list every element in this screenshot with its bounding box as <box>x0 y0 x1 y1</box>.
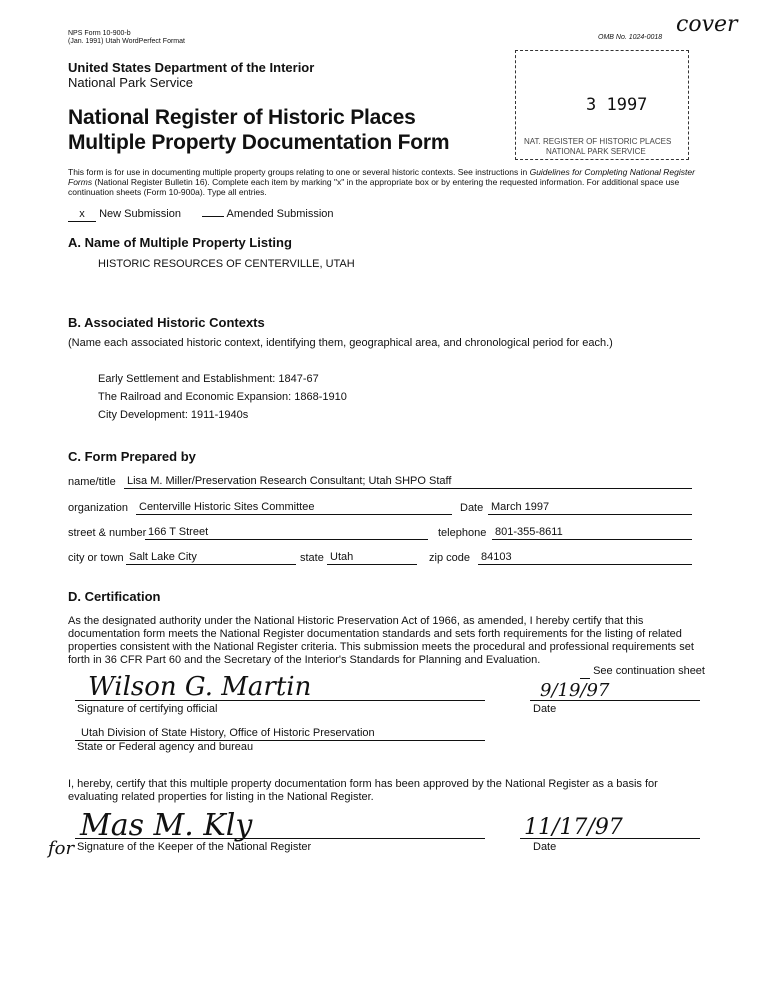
section-b-heading: B. Associated Historic Contexts <box>68 315 265 330</box>
certifying-signature: Wilson G. Martin <box>88 672 312 702</box>
street-field[interactable]: 166 T Street <box>145 525 428 540</box>
keeper-signature-line <box>75 838 485 839</box>
stamp-line1: NAT. REGISTER OF HISTORIC PLACES <box>524 137 672 146</box>
telephone-label: telephone <box>438 527 487 539</box>
context-item: City Development: 1911-1940s <box>98 409 249 421</box>
omb-number: OMB No. 1024-0018 <box>598 34 663 41</box>
date-label: Date <box>533 703 557 715</box>
new-submission-mark[interactable]: x <box>68 208 96 222</box>
department: United States Department of the Interior <box>68 60 315 75</box>
title-line2: Multiple Property Documentation Form <box>68 131 450 154</box>
city-field[interactable]: Salt Lake City <box>126 550 296 565</box>
stamp-date: 3 1997 <box>586 95 648 115</box>
keeper-date-label: Date <box>533 841 557 853</box>
amended-submission-mark[interactable] <box>202 216 224 217</box>
received-stamp <box>515 50 689 160</box>
street-label: street & number <box>68 527 147 539</box>
keeper-date: 11/17/97 <box>524 815 623 840</box>
name-title-field[interactable]: Lisa M. Miller/Preservation Research Consultant; Utah SHPO Staff <box>124 474 692 489</box>
state-field[interactable]: Utah <box>327 550 417 565</box>
context-item: Early Settlement and Establishment: 1847-67 <box>98 373 319 385</box>
organization-field[interactable]: Centerville Historic Sites Committee <box>136 500 452 515</box>
continuation-sheet: See continuation sheet <box>580 665 705 679</box>
section-d-heading: D. Certification <box>68 589 161 604</box>
section-b-instruction: (Name each associated historic context, identifying them, geographical area, and chronological period for each.) <box>68 337 613 349</box>
submission-row <box>68 208 334 222</box>
signature-line <box>75 700 485 701</box>
certification-text: As the designated authority under the National Historic Preservation Act of 1966, as amended, I hereby certify that this documentation form meets the National Register documentation standards and sets forth requirements for the listing of related properties consistent with the National Register criteria. This submission meets the procedural and professional requirements set forth in 36 CFR Part 60 and the Secretary of the Interior's Standards for Planning and Evaluation. <box>68 615 694 666</box>
prepared-date-label: Date <box>460 502 484 514</box>
keeper-signature: Mas M. Kly <box>80 808 253 843</box>
agency-label: State or Federal agency and bureau <box>77 741 254 753</box>
keeper-date-line <box>520 838 700 839</box>
keeper-label: Signature of the Keeper of the National Register <box>77 841 312 853</box>
stamp-line2: NATIONAL PARK SERVICE <box>546 147 646 156</box>
zip-label: zip code <box>429 552 470 564</box>
handwritten-note: cover <box>676 12 738 37</box>
form-number: NPS Form 10-900-b <box>68 30 131 37</box>
keeper-for: for <box>48 838 75 859</box>
national-register-text: I, hereby, certify that this multiple property documentation form has been approved by the National Register as a basis for evaluating related properties for listing in the National Register. <box>68 778 658 803</box>
date-line <box>530 700 700 701</box>
property-listing-name: HISTORIC RESOURCES OF CENTERVILLE, UTAH <box>98 258 355 270</box>
service: National Park Service <box>68 75 193 90</box>
amended-submission-label: Amended Submission <box>226 208 334 220</box>
state-label: state <box>300 552 324 564</box>
form-edition: (Jan. 1991) Utah WordPerfect Format <box>68 38 185 45</box>
new-submission-label: New Submission <box>99 208 181 220</box>
context-item: The Railroad and Economic Expansion: 1868-1910 <box>98 391 347 403</box>
section-a-heading: A. Name of Multiple Property Listing <box>68 235 292 250</box>
section-c-heading: C. Form Prepared by <box>68 449 196 464</box>
continuation-checkbox[interactable] <box>580 665 590 679</box>
organization-label: organization <box>68 502 128 514</box>
signature-label: Signature of certifying official <box>77 703 218 715</box>
certifying-date: 9/19/97 <box>540 680 610 701</box>
city-label: city or town <box>68 552 124 564</box>
agency-field[interactable]: Utah Division of State History, Office of Historic Preservation <box>75 726 485 741</box>
zip-field[interactable]: 84103 <box>478 550 692 565</box>
title-line1: National Register of Historic Places <box>68 106 416 129</box>
name-title-label: name/title <box>68 476 116 488</box>
prepared-date-field[interactable]: March 1997 <box>488 500 692 515</box>
instructions: This form is for use in documenting multiple property groups relating to one or several historic contexts. See instructions in Guidelines for Completing National Register Forms (National Register Bulletin 16). Complete each item by marking "x" in the appropriate box or by entering the requested information. For additional space use continuation sheets (Form 10-900a). Type all entries. <box>68 167 695 197</box>
telephone-field[interactable]: 801-355-8611 <box>492 525 692 540</box>
